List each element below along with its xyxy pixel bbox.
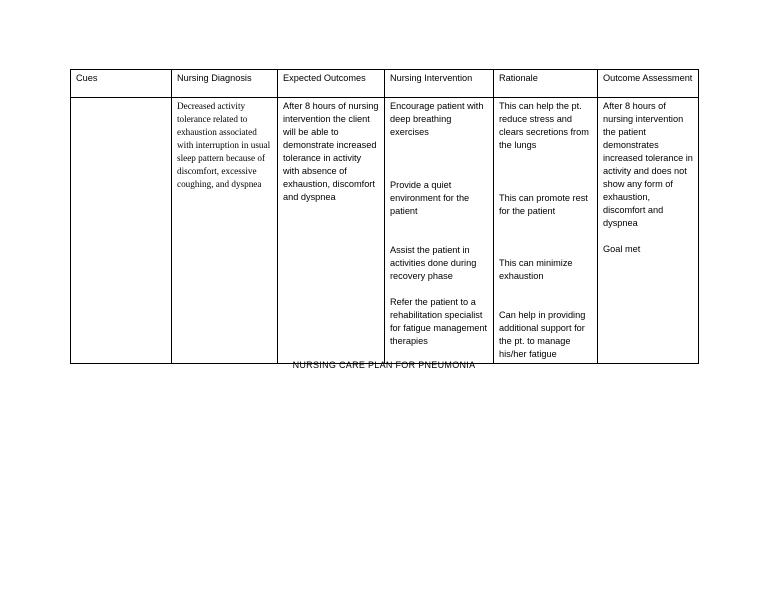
assessment-text: After 8 hours of nursing intervention the patient demonstrates increased tolerance in activity and does not show any form of exhaustion, discomfort and dyspnea xyxy=(603,101,693,228)
intervention-3: Assist the patient in activities done during recovery phase xyxy=(390,245,477,281)
rationale-3: This can minimize exhaustion xyxy=(499,258,573,281)
header-row xyxy=(71,70,699,98)
header-cues: Cues xyxy=(71,70,172,98)
outcome-assessment-cell xyxy=(598,98,699,364)
rationale-4: Can help in providing additional support for the pt. to manage his/her fatigue xyxy=(499,310,586,359)
rationales-cell xyxy=(494,98,598,364)
cues-cell xyxy=(71,98,172,364)
expected-outcomes-cell: After 8 hours of nursing intervention the client will be able to demonstrate increased tolerance in activity with absence of exhaustion, discomfort and dyspnea xyxy=(278,98,385,364)
care-plan-row xyxy=(71,98,699,364)
nursing-care-plan-table xyxy=(70,69,699,364)
header-outcome-assessment: Outcome Assessment xyxy=(598,70,699,98)
rationale-2: This can promote rest for the patient xyxy=(499,193,588,216)
intervention-1: Encourage patient with deep breathing exercises xyxy=(390,101,484,137)
header-expected-outcomes: Expected Outcomes xyxy=(278,70,385,98)
intervention-4: Refer the patient to a rehabilitation specialist for fatigue management therapies xyxy=(390,297,488,346)
table-caption: NURSING CARE PLAN FOR PNEUMONIA xyxy=(292,360,476,370)
intervention-2: Provide a quiet environment for the patient xyxy=(390,180,470,216)
diagnosis-cell: Decreased activity tolerance related to exhaustion associated with interruption in usual sleep pattern because of discomfort, excessive coughing, and dyspnea xyxy=(172,98,278,364)
header-rationale: Rationale xyxy=(494,70,598,98)
header-nursing-intervention: Nursing Intervention xyxy=(385,70,494,98)
header-nursing-diagnosis: Nursing Diagnosis xyxy=(172,70,278,98)
goal-status: Goal met xyxy=(603,244,641,254)
rationale-1: This can help the pt. reduce stress and clears secretions from the lungs xyxy=(499,101,589,150)
interventions-cell xyxy=(385,98,494,364)
